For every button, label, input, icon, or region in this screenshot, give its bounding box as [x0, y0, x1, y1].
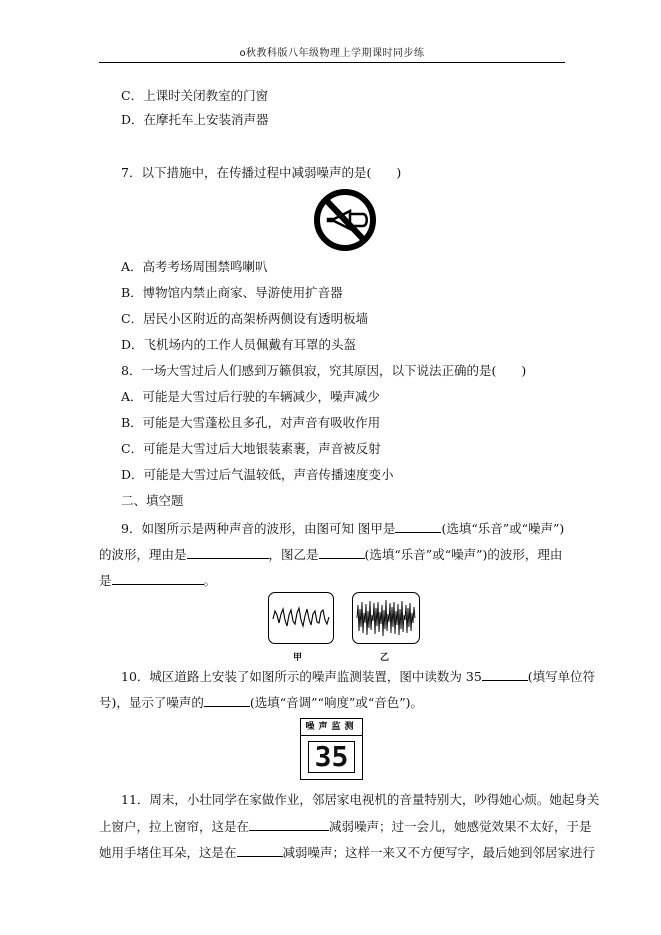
q9-text: 是	[99, 573, 112, 588]
q11-line-1: 11．周末，小壮同学在家做作业，邻居家电视机的音量特别大，吵得她心烦。她起身关	[121, 792, 600, 807]
waveform-yi-label: 乙	[380, 653, 390, 663]
q9-text: ，图乙是	[268, 547, 319, 562]
header-divider	[99, 62, 565, 63]
q9-text: (选填“乐音”或“噪声”)	[441, 521, 565, 536]
q9-line-2	[99, 546, 562, 563]
q10-line-1	[121, 668, 595, 685]
q9-blank-4[interactable]	[112, 572, 204, 585]
q8-option-c: C．可能是大雪过后大地银装素裹，声音被反射	[121, 441, 381, 456]
waveform-jia	[268, 592, 334, 644]
noise-monitor-reading: 35	[314, 740, 349, 773]
q11-text: 上窗户，拉上窗帘，这是在	[99, 819, 250, 834]
q10-text: (选填“音调”“响度”或“音色”)。	[249, 695, 423, 710]
q11-text: 减弱噪声；过一会儿，她感觉效果不太好，于是	[329, 819, 592, 834]
q7-stem: 7．以下措施中，在传播过程中减弱噪声的是( )	[121, 165, 402, 180]
no-horn-icon	[308, 185, 382, 255]
q11-blank-2[interactable]	[237, 844, 283, 857]
q11-line-3	[99, 844, 595, 861]
waveform-yi	[352, 592, 420, 644]
q7-option-b: B．博物馆内禁止商家、导游使用扩音器	[121, 285, 343, 300]
q9-blank-3[interactable]	[319, 546, 365, 559]
waveform-jia-label: 甲	[293, 653, 303, 663]
q9-text: 。	[203, 573, 217, 588]
q8-stem: 8．一场大雪过后人们感到万籁俱寂，究其原因，以下说法正确的是( )	[121, 363, 527, 378]
q9-blank-1[interactable]	[395, 520, 441, 533]
q9-line-1	[121, 520, 564, 537]
q10-blank-2[interactable]	[204, 694, 250, 707]
q6-option-c: C．上课时关闭教室的门窗	[121, 88, 269, 103]
section-title: 二、填空题	[121, 493, 184, 508]
q8-option-b: B．可能是大雪蓬松且多孔，对声音有吸收作用	[121, 415, 381, 430]
q7-option-c: C．居民小区附近的高架桥两侧设有透明板墙	[121, 311, 369, 326]
q7-option-a: A．高考考场周围禁鸣喇叭	[121, 259, 268, 274]
q10-text: (填写单位符	[527, 669, 596, 684]
q11-text: 她用手堵住耳朵，这是在	[99, 845, 237, 860]
q10-blank-1[interactable]	[482, 668, 528, 681]
noise-monitor-title: 噪声监测	[301, 719, 362, 736]
q9-text: 的波形，理由是	[99, 547, 187, 562]
q9-blank-2[interactable]	[187, 546, 269, 559]
q7-option-d: D．飞机场内的工作人员佩戴有耳罩的头盔	[121, 337, 357, 352]
q10-line-2	[99, 694, 423, 711]
q8-option-d: D．可能是大雪过后气温较低，声音传播速度变小	[121, 467, 394, 482]
page-header: o秋教科版八年级物理上学期课时同步练	[239, 48, 425, 59]
q8-option-a: A．可能是大雪过后行驶的车辆减少，噪声减少	[121, 389, 381, 404]
q11-blank-1[interactable]	[249, 818, 329, 831]
q9-text: (选填“乐音”或“噪声”)的波形，理由	[364, 547, 563, 562]
q11-text: 减弱噪声；这样一来又不方便写字，最后她到邻居家进行	[282, 845, 596, 860]
q10-text: 10．城区道路上安装了如图所示的噪声监测装置，图中读数为 35	[121, 669, 482, 684]
q9-text: 9．如图所示是两种声音的波形，由图可知 图甲是	[121, 521, 396, 536]
q10-text: 号)，显示了噪声的	[99, 695, 204, 710]
q6-option-d: D．在摩托车上安装消声器	[121, 112, 269, 127]
q11-line-2	[99, 818, 592, 835]
q9-line-3	[99, 572, 216, 589]
